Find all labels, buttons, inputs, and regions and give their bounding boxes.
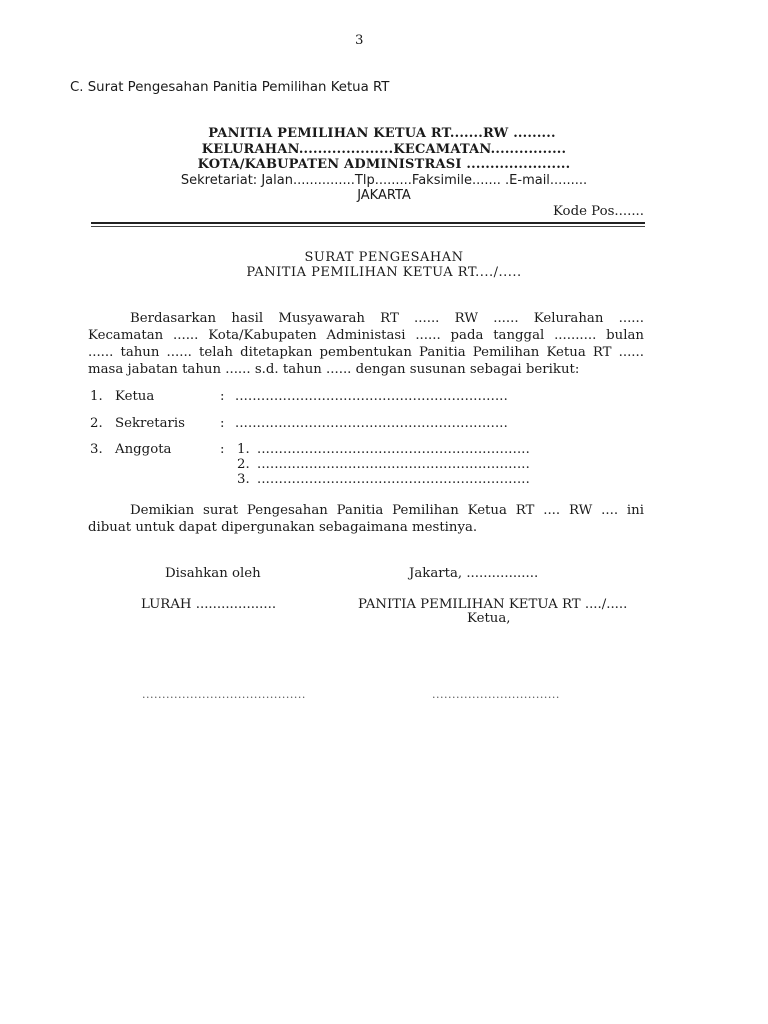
section-heading: C. Surat Pengesahan Panitia Pemilihan Ketua RT [70,80,390,95]
letterhead-line3: KOTA/KABUPATEN ADMINISTRASI ...................... [197,157,571,172]
closing-line-2: dibuat untuk dapat dipergunakan sebagaimana mestinya. [88,520,478,535]
member-value-sekretaris: ............................................................... [235,416,508,431]
chairman-signature-line: ................................ [432,688,560,701]
anggota-value-3: ............................................................... [257,472,530,487]
member-role-sekretaris: Sekretaris [115,416,185,431]
chairman-role: Ketua, [467,611,511,626]
letterhead-postal-code: Kode Pos....... [552,204,644,219]
letterhead-city: JAKARTA [357,188,411,203]
member-colon-sekretaris: : [220,416,225,431]
document-subtitle: PANITIA PEMILIHAN KETUA RT..../..... [246,265,522,280]
anggota-num-2: 2. [237,457,250,472]
lurah-signature-line: ......................................... [142,688,306,701]
closing-line-1: Demikian surat Pengesahan Panitia Pemilihan Ketua RT .... RW .... ini [130,503,644,518]
member-value-ketua: ............................................................... [235,389,508,404]
body-line-1: Berdasarkan hasil Musyawarah RT ...... RW ...... Kelurahan ...... [130,311,644,326]
letterhead-rule-thin [91,226,645,227]
lurah-title: LURAH ................... [141,597,277,612]
body-paragraph [88,310,644,378]
letterhead-rule-thick [91,222,645,224]
member-num-anggota: 3. [90,442,103,457]
letterhead-line1: PANITIA PEMILIHAN KETUA RT.......RW ......... [208,126,556,141]
anggota-num-1: 1. [237,442,250,457]
member-num-sekretaris: 2. [90,416,103,431]
member-num-ketua: 1. [90,389,103,404]
letterhead-line2: KELURAHAN....................KECAMATAN................ [201,142,567,157]
body-line-3: ...... tahun ...... telah ditetapkan pembentukan Panitia Pemilihan Ketua RT ...... [88,345,644,360]
member-role-ketua: Ketua [115,389,155,404]
body-line-4: masa jabatan tahun ...... s.d. tahun ...... dengan susunan sebagai berikut: [88,362,580,377]
anggota-value-1: ............................................................... [257,442,530,457]
anggota-num-3: 3. [237,472,250,487]
member-colon-ketua: : [220,389,225,404]
member-role-anggota: Anggota [115,442,172,457]
body-line-2: Kecamatan ...... Kota/Kabupaten Administasi ...... pada tanggal .......... bulan [88,328,644,343]
place-date: Jakarta, ................. [409,566,539,581]
committee-title: PANITIA PEMILIHAN KETUA RT ..../..... [358,597,628,612]
page-number: 3 [355,33,364,48]
letterhead-secretariat: Sekretariat: Jalan...............Tlp.........Faksimile....... .E-mail......... [180,173,588,188]
approved-by-label: Disahkan oleh [165,566,261,581]
document-title: SURAT PENGESAHAN [304,250,464,265]
member-colon-anggota: : [220,442,225,457]
closing-paragraph [88,502,644,536]
anggota-value-2: ............................................................... [257,457,530,472]
